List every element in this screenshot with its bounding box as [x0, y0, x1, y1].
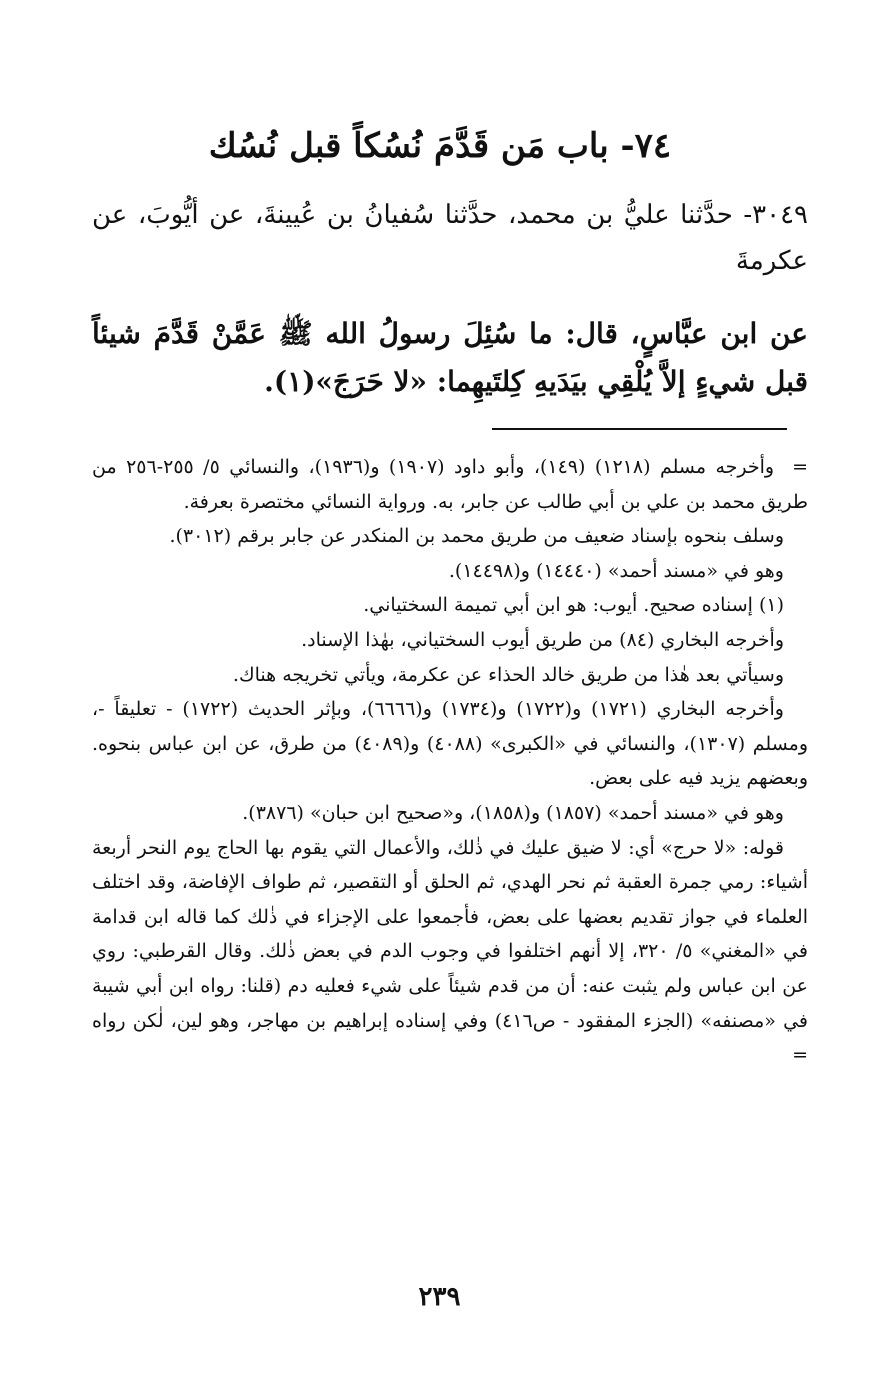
footnote-paragraph: وسلف بنحوه بإسناد ضعيف من طريق محمد بن المنكدر عن جابر برقم (٣٠١٢). [169, 525, 784, 548]
footnote-divider [492, 428, 787, 430]
footnote-paragraph: وأخرجه البخاري (٨٤) من طريق أيوب السختياني، بهٰذا الإسناد. [301, 628, 784, 651]
footnote-paragraph: وأخرجه البخاري (١٧٢١) و(١٧٢٢) و(١٧٣٤) و(٦٦٦٦)، وبإثر الحديث (١٧٢٢) - تعليقاً -، ومسلم (١٣٠٧)، والنسائي في «الكبرى» (٤٠٨٨) و(٤٠٨٩) من طرق، عن ابن عباس بنحوه. وبعضهم يزيد فيه على بعض. [92, 698, 808, 790]
footnotes-section [92, 450, 808, 1073]
footnote-text: وأخرجه مسلم (١٢١٨) (١٤٩)، وأبو داود (١٩٠٧) و(١٩٣٦)، والنسائي ٥/ ٢٥٥-٢٥٦ من طريق محمد بن علي بن أبي طالب عن جابر، به. ورواية النسائي مختصرة بعرفة. [92, 456, 808, 513]
hadith-isnad: ٣٠٤٩- حدَّثنا عليُّ بن محمد، حدَّثنا سُفيانُ بن عُيينةَ، عن أيُّوبَ، عن عكرمةَ [92, 200, 808, 276]
hadith-matn: عن ابن عبَّاسٍ، قال: ما سُئِلَ رسولُ الله ﷺ عَمَّنْ قَدَّمَ شيئاً قبل شيءٍ إلاَّ يُلْقِي بيَدَيهِ كِلتَيهِما: «لا حَرَجَ»(١). [92, 317, 808, 398]
chapter-title: ٧٤- باب مَن قَدَّمَ نُسُكاً قبل نُسُك [208, 126, 672, 166]
footnote-paragraph [92, 450, 808, 519]
footnote-paragraph: وهو في «مسند أحمد» (١٨٥٧) و(١٨٥٨)، و«صحيح ابن حبان» (٣٨٧٦). [242, 801, 784, 824]
footnote-paragraph: (١) إسناده صحيح. أيوب: هو ابن أبي تميمة السختياني. [363, 594, 784, 617]
continuation-mark: = [792, 456, 808, 478]
footnote-paragraph: قوله: «لا حرج» أي: لا ضيق عليك في ذٰلك، والأعمال التي يقوم بها الحاج يوم النحر أربعة أشياء: رمي جمرة العقبة ثم نحر الهدي، ثم الحلق أو التقصير، ثم طواف الإفاضة، وقد اختلف العلماء في جواز تقديم بعضها على بعض، فأجمعوا على الإجزاء في ذٰلك كما قاله ابن قدامة في «المغني» ٥/ ٣٢٠، إلا أنهم اختلفوا في وجوب الدم في بعض ذٰلك. وقال القرطبي: روي عن ابن عباس ولم يثبت عنه: أن من قدم شيئاً على شيء فعليه دم (قلنا: رواه ابن أبي شيبة في «مصنفه» (الجزء المفقود - ص٤١٦) وفي إسناده إبراهيم بن مهاجر، وهو لين، لٰكن رواه = [92, 836, 808, 1067]
footnote-paragraph: وهو في «مسند أحمد» (١٤٤٤٠) و(١٤٤٩٨). [448, 559, 784, 582]
footnote-paragraph: وسيأتي بعد هٰذا من طريق خالد الحذاء عن عكرمة، ويأتي تخريجه هناك. [232, 663, 784, 686]
page-number: ٢٣٩ [418, 1282, 461, 1312]
